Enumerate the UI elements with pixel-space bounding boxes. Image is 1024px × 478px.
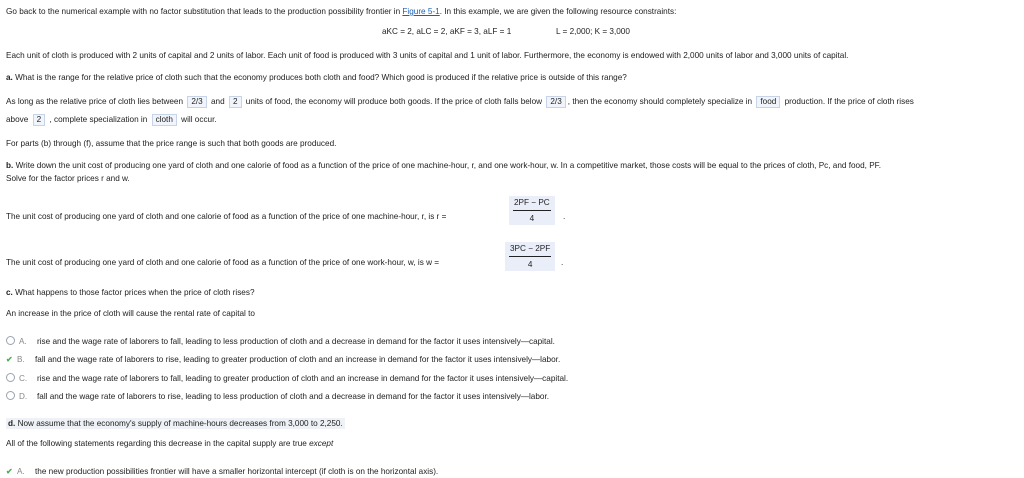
radio-icon[interactable] [6, 336, 15, 345]
option-c-a[interactable]: A. rise and the wage rate of laborers to fall, leading to less production of cloth and a decrease in demand for the factor it uses intensively—capital. [6, 336, 555, 347]
coefficients: aKC = 2, aLC = 2, aKF = 3, aLF = 1 [382, 27, 512, 36]
answer-below-field[interactable]: 2/3 [546, 96, 565, 108]
para-resource: Each unit of cloth is produced with 2 units of capital and 2 units of labor. Each unit of food is produced with 3 units of capital and 1 unit of labor. Furthermore, the economy is endowed with 2,000 units of labor and 3,000 units of capital. [6, 51, 849, 60]
w-line-text: The unit cost of producing one yard of cloth and one calorie of food as a function of the price of one work-hour, w, is w = [6, 258, 440, 267]
answer-high-field[interactable]: 2 [229, 96, 242, 108]
answer-above-field[interactable]: 2 [33, 114, 46, 126]
figure-link[interactable]: Figure 5-1 [402, 7, 440, 16]
option-d-a[interactable]: ✔ A. the new production possibilities frontier will have a smaller horizontal intercept (if cloth is on the horizontal axis). [6, 467, 439, 476]
checkmark-icon: ✔ [6, 467, 13, 476]
radio-icon[interactable] [6, 391, 15, 400]
answer-spec-cloth-field[interactable]: cloth [152, 114, 177, 126]
answer-spec-food-field[interactable]: food [756, 96, 780, 108]
question-d: d. Now assume that the economy's supply of machine-hours decreases from 3,000 to 2,250. [8, 419, 343, 428]
r-numerator: 2PF − PC [513, 198, 551, 211]
question-b: b. Write down the unit cost of producing one yard of cloth and one calorie of food as a function of the price of one machine-hour, r, and one work-hour, w. In a competitive market, those costs will be equal to the prices of cloth, Pc, and food, PF. [6, 161, 882, 170]
checkmark-icon: ✔ [6, 355, 13, 364]
r-line-text: The unit cost of producing one yard of cloth and one calorie of food as a function of the price of one machine-hour, r, is r = [6, 212, 447, 221]
question-c: c. What happens to those factor prices when the price of cloth rises? [6, 288, 255, 297]
parts-note: For parts (b) through (f), assume that the price range is such that both goods are produced. [6, 139, 337, 148]
w-denominator: 4 [527, 260, 533, 269]
intro-text: Go back to the numerical example with no factor substitution that leads to the production possibility frontier in Figure 5-1. In this example, we are given the following resource constraints: [6, 7, 677, 16]
option-c-d[interactable]: D. fall and the wage rate of laborers to rise, leading to less production of cloth and a decrease in demand for the factor it uses intensively—labor. [6, 391, 549, 402]
answer-a-line1: As long as the relative price of cloth lies between 2/3 and 2 units of food, the economy will produce both goods. If the price of cloth falls below 2/3 , then the economy should completely specialize in food production. If the price of cloth rises [6, 97, 914, 106]
question-b-line2: Solve for the factor prices r and w. [6, 174, 130, 183]
answer-a-line2: above 2 , complete specialization in cloth will occur. [6, 115, 217, 124]
question-a: a. What is the range for the relative price of cloth such that the economy produces both cloth and food? Which good is produced if the relative price is outside of this range? [6, 73, 627, 82]
option-c-c[interactable]: C. rise and the wage rate of laborers to fall, leading to greater production of cloth and an increase in demand for the factor it uses intensively—capital. [6, 373, 568, 384]
answer-low-field[interactable]: 2/3 [187, 96, 206, 108]
w-numerator: 3PC − 2PF [509, 244, 551, 257]
option-c-b[interactable]: ✔ B. fall and the wage rate of laborers to rise, leading to greater production of cloth and an increase in demand for the factor it uses intensively—labor. [6, 355, 561, 364]
r-denominator: 4 [529, 214, 535, 223]
question-c-prompt: An increase in the price of cloth will cause the rental rate of capital to [6, 309, 255, 318]
question-d-prompt: All of the following statements regarding this decrease in the capital supply are true except [6, 439, 334, 448]
r-answer-fraction[interactable] [509, 196, 555, 225]
radio-icon[interactable] [6, 373, 15, 382]
w-answer-fraction[interactable] [505, 242, 555, 271]
endowments: L = 2,000; K = 3,000 [556, 27, 630, 36]
